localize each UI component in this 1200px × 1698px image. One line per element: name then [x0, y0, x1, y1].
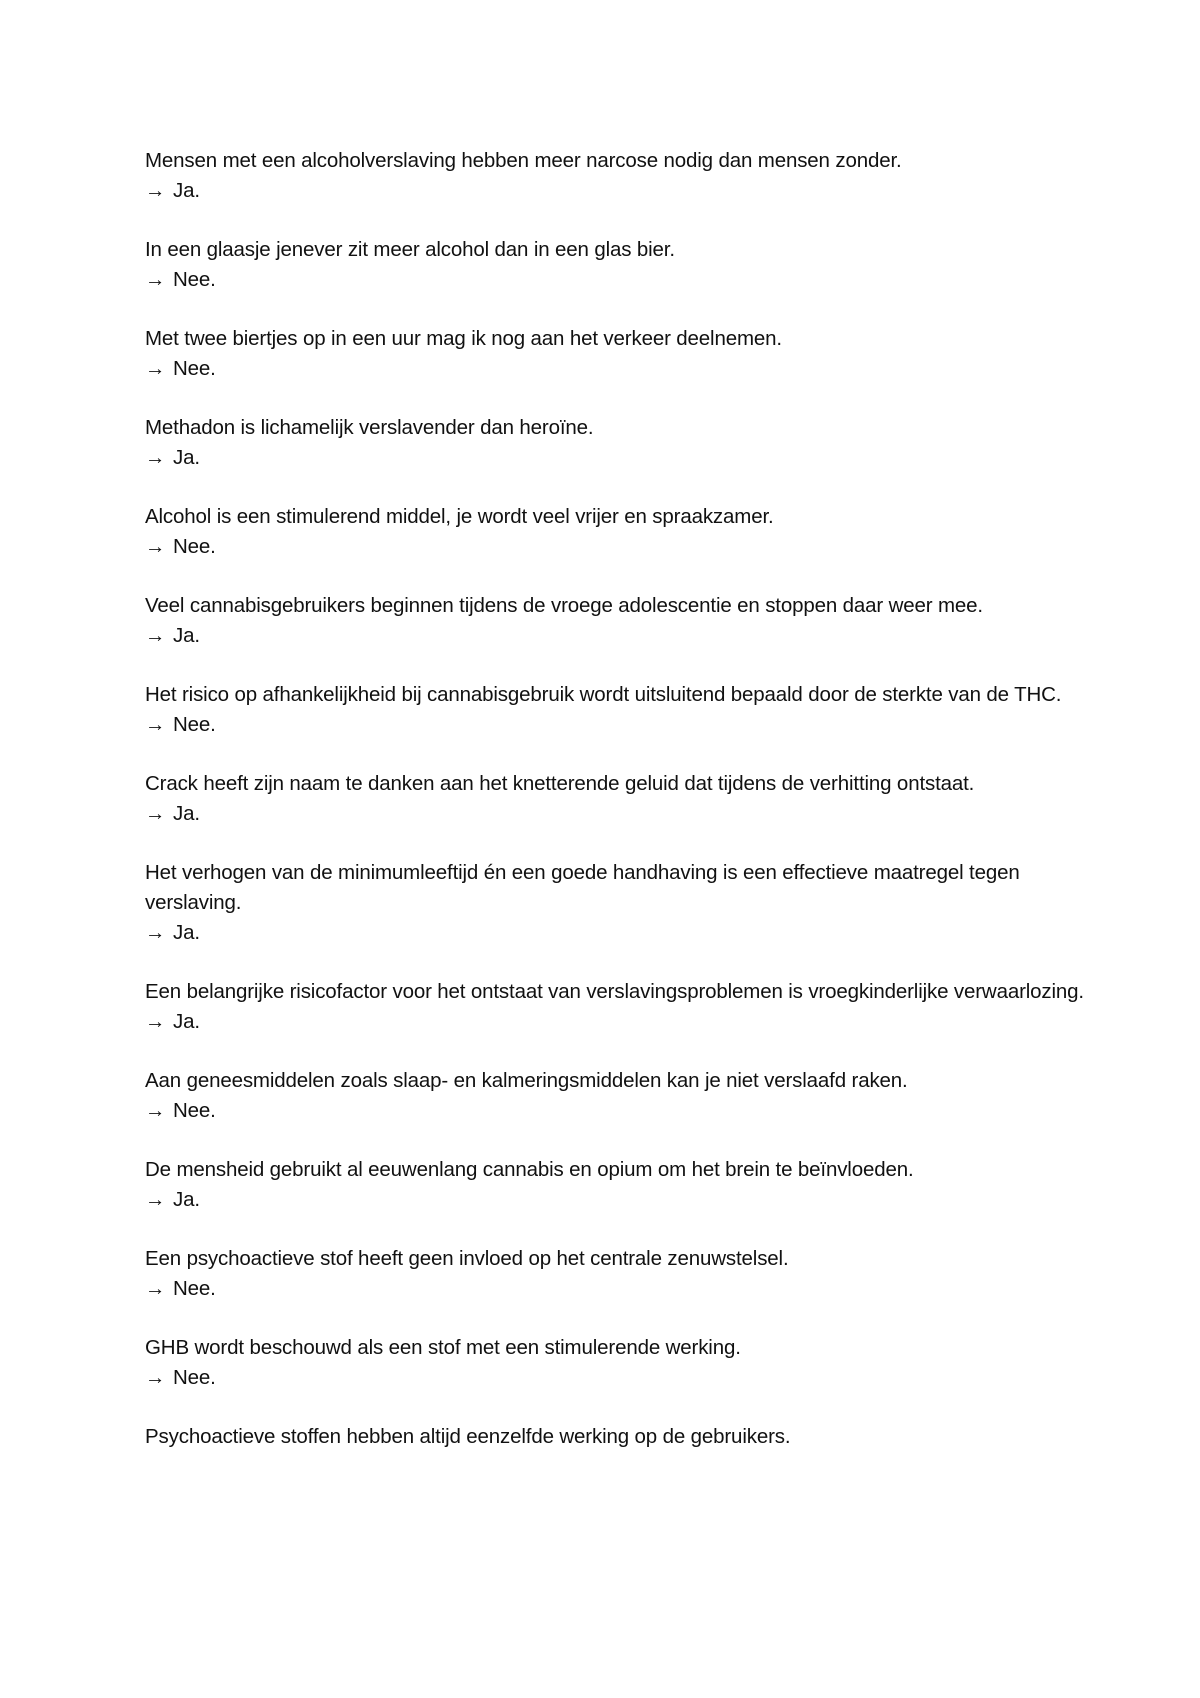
answer-line [145, 1274, 1085, 1304]
qa-item [145, 591, 1085, 651]
qa-item [145, 858, 1085, 948]
question-text: Het verhogen van de minimumleeftijd én een goede handhaving is een effectieve maatregel tegen verslaving. [145, 861, 1020, 914]
answer-line [145, 354, 1085, 384]
qa-item [145, 769, 1085, 829]
answer-line [145, 799, 1085, 829]
answer-line [145, 918, 1085, 948]
arrow-icon: → [145, 357, 166, 380]
question-text: In een glaasje jenever zit meer alcohol dan in een glas bier. [145, 238, 675, 261]
arrow-icon: → [145, 624, 166, 647]
question-text: Methadon is lichamelijk verslavender dan heroïne. [145, 416, 594, 439]
question-text: Psychoactieve stoffen hebben altijd eenzelfde werking op de gebruikers. [145, 1425, 791, 1448]
answer-text: Ja. [173, 446, 200, 469]
answer-text: Nee. [173, 357, 216, 380]
arrow-icon: → [145, 713, 166, 736]
answer-text: Ja. [173, 1188, 200, 1211]
answer-line [145, 176, 1085, 206]
answer-text: Nee. [173, 1277, 216, 1300]
question-text: Crack heeft zijn naam te danken aan het knetterende geluid dat tijdens de verhitting ontstaat. [145, 772, 975, 795]
answer-text: Ja. [173, 179, 200, 202]
question-text: De mensheid gebruikt al eeuwenlang cannabis en opium om het brein te beïnvloeden. [145, 1158, 914, 1181]
qa-item [145, 324, 1085, 384]
qa-item [145, 1333, 1085, 1393]
qa-item [145, 502, 1085, 562]
answer-line [145, 710, 1085, 740]
qa-item [145, 413, 1085, 473]
document-body [145, 146, 1085, 1481]
answer-text: Nee. [173, 1366, 216, 1389]
answer-line [145, 1363, 1085, 1393]
question-text: GHB wordt beschouwd als een stof met een stimulerende werking. [145, 1336, 741, 1359]
answer-line [145, 1096, 1085, 1126]
arrow-icon: → [145, 179, 166, 202]
arrow-icon: → [145, 268, 166, 291]
question-text: Aan geneesmiddelen zoals slaap- en kalmeringsmiddelen kan je niet verslaafd raken. [145, 1069, 908, 1092]
arrow-icon: → [145, 1277, 166, 1300]
answer-text: Ja. [173, 1010, 200, 1033]
qa-item [145, 1422, 1085, 1452]
qa-item [145, 1066, 1085, 1126]
answer-line [145, 532, 1085, 562]
answer-line [145, 265, 1085, 295]
answer-line [145, 1185, 1085, 1215]
arrow-icon: → [145, 446, 166, 469]
qa-item [145, 1244, 1085, 1304]
arrow-icon: → [145, 535, 166, 558]
arrow-icon: → [145, 921, 166, 944]
question-text: Een psychoactieve stof heeft geen invloed op het centrale zenuwstelsel. [145, 1247, 789, 1270]
answer-text: Ja. [173, 802, 200, 825]
answer-text: Ja. [173, 624, 200, 647]
answer-text: Nee. [173, 1099, 216, 1122]
question-text: Een belangrijke risicofactor voor het ontstaat van verslavingsproblemen is vroegkinderlijke verwaarlozing. [145, 980, 1084, 1003]
answer-line [145, 621, 1085, 651]
qa-item [145, 680, 1085, 740]
question-text: Het risico op afhankelijkheid bij cannabisgebruik wordt uitsluitend bepaald door de sterkte van de THC. [145, 683, 1062, 706]
qa-item [145, 146, 1085, 206]
arrow-icon: → [145, 1010, 166, 1033]
answer-text: Ja. [173, 921, 200, 944]
arrow-icon: → [145, 1188, 166, 1211]
qa-item [145, 977, 1085, 1037]
answer-line [145, 443, 1085, 473]
answer-text: Nee. [173, 713, 216, 736]
question-text: Met twee biertjes op in een uur mag ik nog aan het verkeer deelnemen. [145, 327, 782, 350]
answer-text: Nee. [173, 535, 216, 558]
qa-item [145, 235, 1085, 295]
arrow-icon: → [145, 1099, 166, 1122]
qa-item [145, 1155, 1085, 1215]
arrow-icon: → [145, 802, 166, 825]
answer-line [145, 1007, 1085, 1037]
answer-text: Nee. [173, 268, 216, 291]
question-text: Veel cannabisgebruikers beginnen tijdens de vroege adolescentie en stoppen daar weer mee. [145, 594, 983, 617]
question-text: Alcohol is een stimulerend middel, je wordt veel vrijer en spraakzamer. [145, 505, 774, 528]
question-text: Mensen met een alcoholverslaving hebben meer narcose nodig dan mensen zonder. [145, 149, 902, 172]
arrow-icon: → [145, 1366, 166, 1389]
